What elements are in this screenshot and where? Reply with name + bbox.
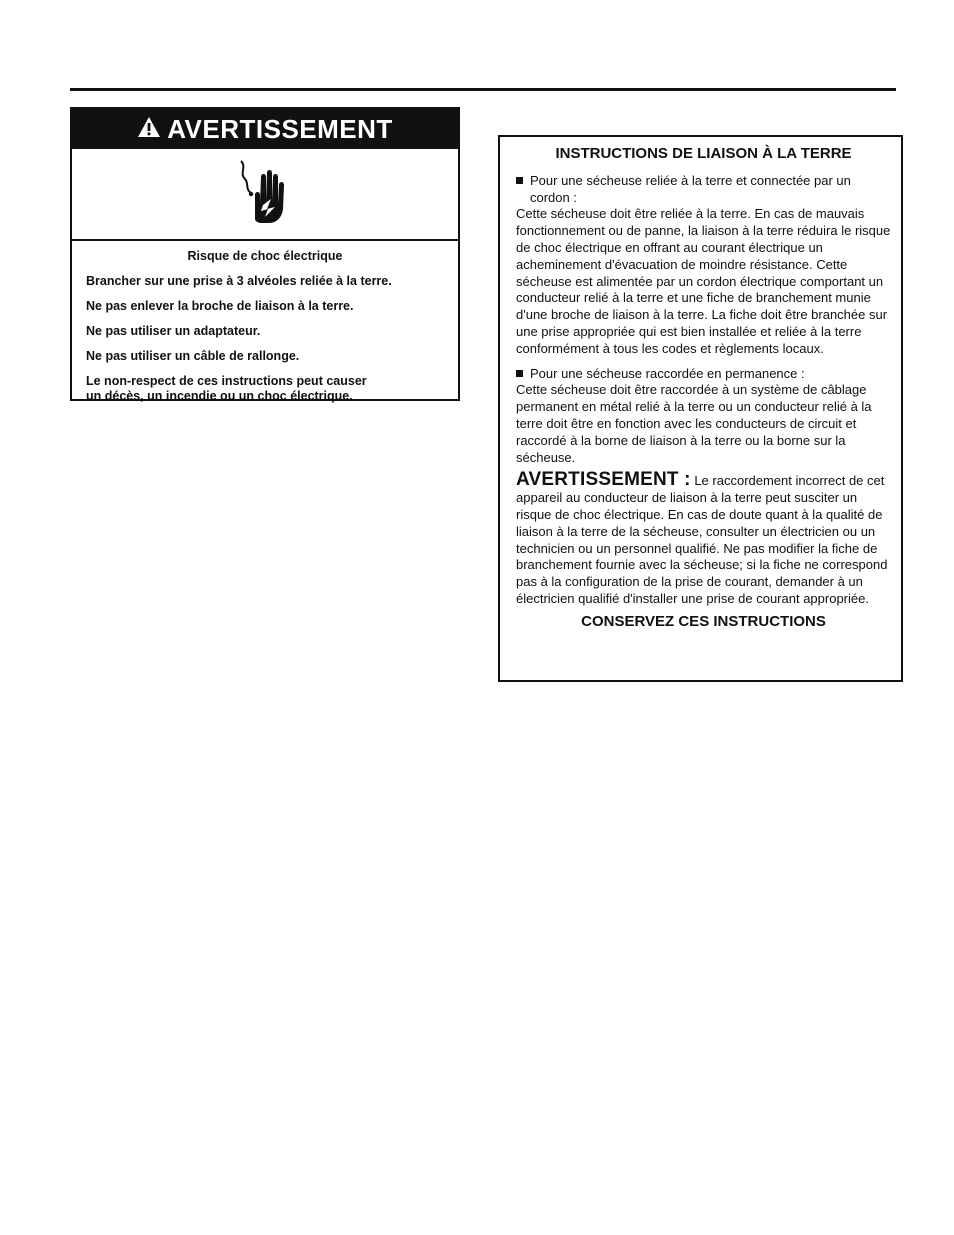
bullet-square-icon [516, 177, 523, 184]
top-rule [70, 88, 896, 91]
warning-line-prong: Ne pas enlever la broche de liaison à la terre. [86, 299, 354, 313]
warning-header [72, 109, 458, 149]
grounding-title: INSTRUCTIONS DE LIAISON À LA TERRE [555, 145, 852, 162]
electric-shock-hand-icon [233, 157, 297, 232]
warning-line-extension: Ne pas utiliser un câble de rallonge. [86, 349, 300, 363]
grounding-warning-text: Le raccordement incorrect de cet appareil au conducteur de liaison à la terre peut susciter un risque de choc électrique. En cas de doute quant à la qualité de liaison à la terre de la sécheuse, consulter un électricien ou un technicien ou un personnel qualifié. Ne pas modifier la fiche de branchement fournie avec la sécheuse; si la fiche ne correspond pas à la configuration de la prise de courant, demander à un électricien qualifié d'installer une prise de courant appropriée. [516, 473, 888, 606]
warning-icon-area [72, 149, 458, 241]
grounding-instructions-box [498, 135, 903, 682]
bullet-square-icon [516, 370, 523, 377]
warning-title: AVERTISSEMENT [167, 113, 393, 144]
warning-text [72, 241, 458, 404]
warning-box [70, 107, 460, 401]
grounding-paragraph-cord: Cette sécheuse doit être reliée à la terre. En cas de mauvais fonctionnement ou de panne, la liaison à la terre réduira le risque de choc électrique en offrant au courant électrique un acheminement d'évacuation de moindre résistance. Cette sécheuse est alimentée par un cordon électrique comportant un conducteur relié à la terre et une fiche de branchement munie d'une broche de liaison à la terre. La fiche doit être branchée sur une prise appropriée qui est bien installée et reliée à la terre conformément à tous les codes et règlements locaux. [516, 206, 891, 356]
grounding-bullet-cord [516, 173, 891, 207]
warning-line-adapter: Ne pas utiliser un adaptateur. [86, 324, 261, 338]
warning-line-consequence-1: Le non-respect de ces instructions peut causer [86, 374, 367, 388]
warning-triangle-icon [137, 116, 161, 143]
warning-line-plug: Brancher sur une prise à 3 alvéoles reliée à la terre. [86, 274, 392, 288]
grounding-bullet-cord-text: Pour une sécheuse reliée à la terre et connectée par un cordon : [530, 172, 851, 205]
grounding-bullet-permanent [516, 366, 891, 383]
grounding-bullet-permanent-text: Pour une sécheuse raccordée en permanence : [530, 365, 805, 381]
warning-line-consequence [86, 374, 444, 404]
save-instructions-footer: CONSERVEZ CES INSTRUCTIONS [581, 612, 826, 630]
warning-line-consequence-2: un décès, un incendie ou un choc électrique. [86, 389, 353, 403]
warning-line-risk: Risque de choc électrique [187, 249, 343, 263]
grounding-paragraph-permanent: Cette sécheuse doit être raccordée à un système de câblage permanent en métal relié à la terre ou un conducteur relié à la terre doit être en fonction avec les conducteurs de circuit et raccordé à la borne de liaison à la terre ou la borne sur la sécheuse. [516, 382, 872, 465]
grounding-warning-paragraph [516, 469, 891, 607]
grounding-warning-label: AVERTISSEMENT : [516, 469, 691, 491]
